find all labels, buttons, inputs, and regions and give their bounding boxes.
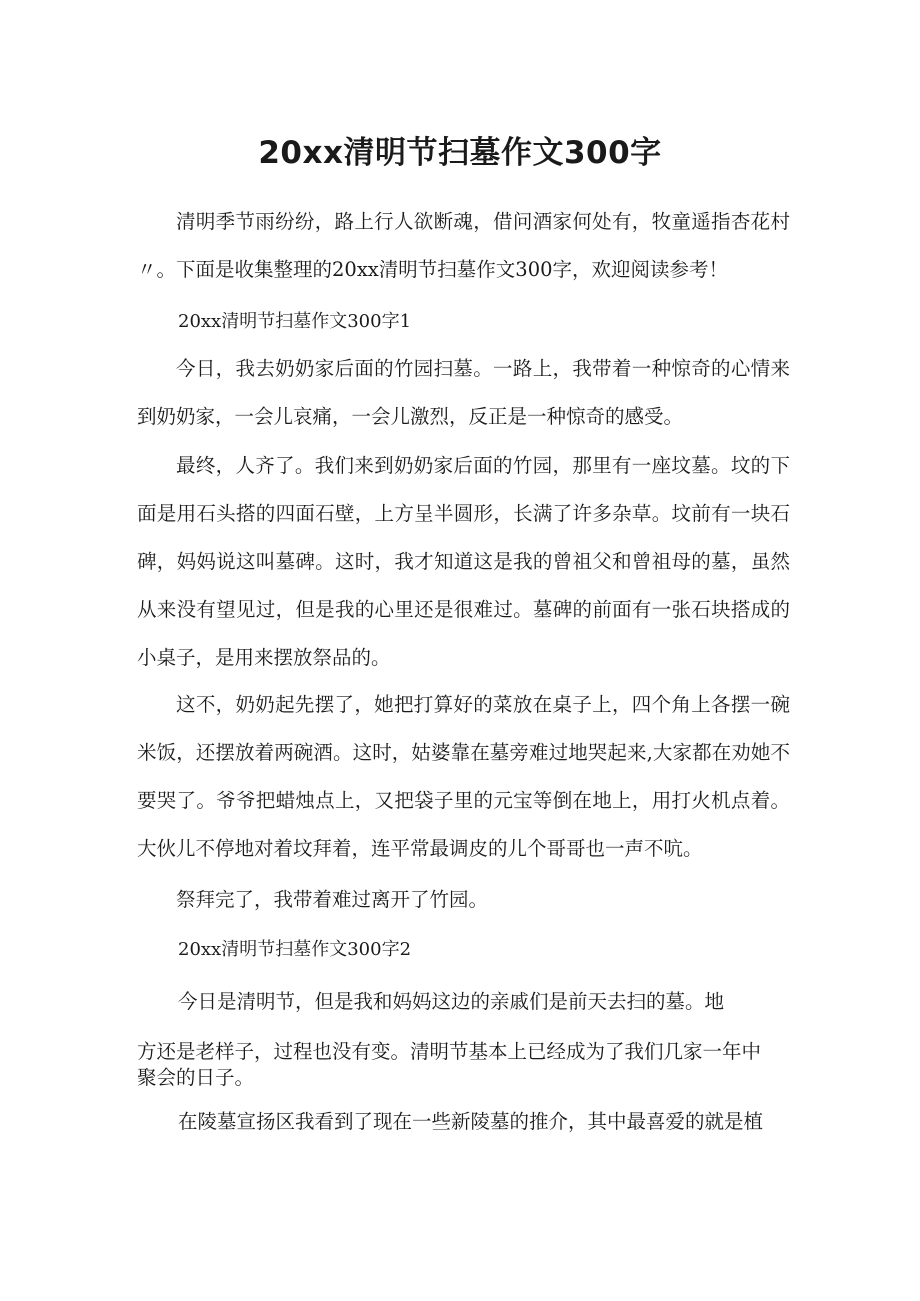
paragraph-5-line-1: 今日是清明节，但是我和妈妈这边的亲戚们是前天去扫的墓。地: [178, 990, 725, 1013]
paragraph-6: 在陵墓宣扬区我看到了现在一些新陵墓的推介，其中最喜爱的就是植: [178, 1110, 764, 1133]
paragraph-4: 祭拜完了，我带着难过离开了竹园。: [176, 888, 489, 911]
paragraph-3: 这不，奶奶起先摆了，她把打算好的菜放在桌子上，四个角上各摆一碗米饭，还摆放着两碗酒。这时，姑婆靠在墓旁难过地哭起来,大家都在劝她不要哭了。爷爷把蜡烛点上，又把袋子里的元宝等倒在地上，用打火机点着。大伙儿不停地对着坟拜着，连平常最调皮的儿个哥哥也一声不吭。: [137, 693, 790, 860]
document-title: 20xx清明节扫墓作文300字: [258, 135, 662, 171]
intro-paragraph: 清明季节雨纷纷，路上行人欲断魂，借问酒家何处有，牧童遥指杏花村〃。下面是收集整理的20xx清明节扫墓作文300字，欢迎阅读参考！: [137, 210, 790, 281]
section-heading-1: 20xx清明节扫墓作文300字1: [178, 311, 412, 332]
paragraph-5-line-2: 方还是老样子，过程也没有变。清明节基本上已经成为了我们几家一年中: [137, 1040, 762, 1063]
paragraph-1: 今日，我去奶奶家后面的竹园扫墓。一路上，我带着一种惊奇的心情来到奶奶家，一会儿哀痛，一会儿激烈，反正是一种惊奇的感受。: [137, 357, 790, 428]
paragraph-5-line-3: 聚会的日子。: [137, 1066, 255, 1089]
section-heading-2: 20xx清明节扫墓作文300字2: [178, 939, 412, 960]
paragraph-2: 最终，人齐了。我们来到奶奶家后面的竹园，那里有一座坟墓。坟的下面是用石头搭的四面石壁，上方呈半圆形，长满了许多杂草。坟前有一块石碑，妈妈说这叫墓碑。这时，我才知道这是我的曾祖父和曾祖母的墓，虽然从来没有望见过，但是我的心里还是很难过。墓碑的前面有一张石块搭成的小桌子，是用来摆放祭品的。: [137, 454, 790, 669]
